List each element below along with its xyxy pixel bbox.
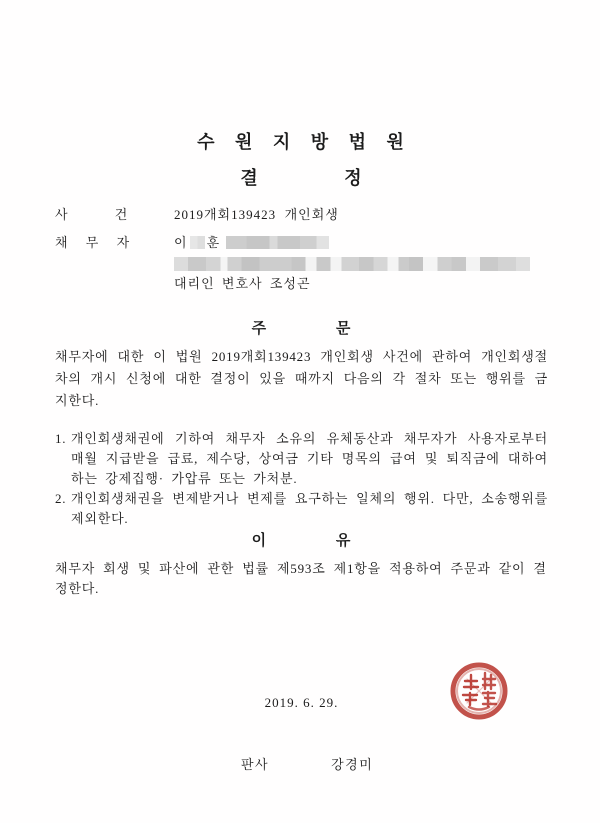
debtor-name-last: 훈 (206, 235, 221, 250)
redacted-id-number (226, 236, 329, 249)
case-label: 사 건 (55, 207, 129, 222)
order-section-heading: 주 문 (251, 321, 352, 337)
case-number-row (55, 206, 548, 224)
debtor-label: 채 무 자 (55, 235, 131, 250)
judge-name: 강경미 (331, 757, 374, 772)
order-item-1-text: 개인회생채권에 기하여 채무자 소유의 유체동산과 채무자가 사용자로부터 매월 지급받을 급료, 제수당, 상여금 기타 명목의 급여 및 퇴직금에 대하여 하는 강제집행· 가압류 또는 가처분. (71, 431, 548, 486)
order-item-1 (55, 429, 548, 489)
order-intro-paragraph: 채무자에 대한 이 법원 2019개회139423 개인회생 사건에 관하여 개인회생절차의 개시 신청에 대한 결정이 있을 때까지 다음의 각 절차 또는 행위를 금지한다. (55, 349, 548, 408)
order-item-2-text: 개인회생채권을 변제받거나 변제를 요구하는 일체의 행위. 다만, 소송행위를 제외한다. (71, 491, 548, 526)
redacted-address-row (174, 257, 530, 271)
court-name-heading: 수 원 지 방 법 원 (197, 132, 406, 152)
case-meta-block (55, 206, 548, 293)
judge-title-label: 판사 (241, 757, 270, 772)
document-type-heading: 결 정 (240, 168, 363, 188)
reason-section-heading: 이 유 (251, 533, 352, 549)
order-item-2 (55, 489, 548, 529)
order-item-list (55, 429, 548, 529)
judge-seal-stamp-icon (447, 659, 511, 723)
case-number-value: 2019개회139423 개인회생 (174, 207, 339, 222)
order-item-1-number: 1. (55, 431, 67, 446)
order-item-2-number: 2. (55, 491, 67, 506)
representative-line: 대리인 변호사 조성곤 (174, 276, 311, 291)
redacted-name-character (190, 236, 205, 249)
decision-date: 2019. 6. 29. (264, 695, 339, 710)
judge-signature-line (55, 754, 548, 773)
debtor-row (55, 234, 548, 252)
debtor-name-first: 이 (174, 235, 188, 250)
reason-paragraph: 채무자 회생 및 파산에 관한 법률 제593조 제1항을 적용하여 주문과 같이 결정한다. (55, 561, 547, 596)
debtor-name (174, 234, 329, 252)
